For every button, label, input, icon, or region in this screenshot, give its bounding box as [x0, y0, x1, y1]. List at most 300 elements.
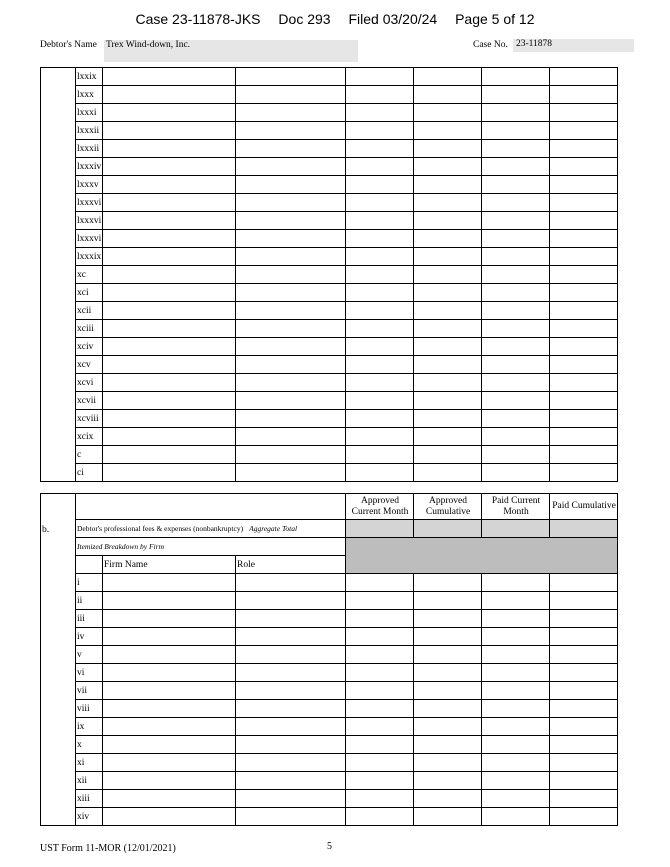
- table-entry-cell[interactable]: [103, 176, 236, 194]
- case-number-field[interactable]: 23-11878: [513, 39, 634, 52]
- table-entry-cell[interactable]: [550, 86, 618, 104]
- table-entry-cell[interactable]: [550, 284, 618, 302]
- table-entry-cell[interactable]: [482, 592, 550, 610]
- table-entry-cell[interactable]: [414, 664, 482, 682]
- table-entry-cell[interactable]: [236, 284, 346, 302]
- table-entry-cell[interactable]: [414, 302, 482, 320]
- table-row: [41, 122, 618, 140]
- table-entry-cell[interactable]: [103, 284, 236, 302]
- table-entry-cell[interactable]: [346, 574, 414, 592]
- table-row: [41, 104, 618, 122]
- table-entry-cell[interactable]: [550, 700, 618, 718]
- table-entry-cell[interactable]: [103, 754, 236, 772]
- table-entry-cell[interactable]: [414, 68, 482, 86]
- table-entry-cell[interactable]: [346, 392, 414, 410]
- table-entry-cell[interactable]: [103, 628, 236, 646]
- table-entry-cell[interactable]: [103, 718, 236, 736]
- table-entry-cell[interactable]: [414, 86, 482, 104]
- table-entry-cell[interactable]: [236, 266, 346, 284]
- debtor-name-field[interactable]: Trex Wind-down, Inc.: [104, 40, 358, 62]
- row-numeral: v: [76, 646, 103, 664]
- table-entry-cell[interactable]: [550, 754, 618, 772]
- table-entry-cell[interactable]: [346, 754, 414, 772]
- table-entry-cell[interactable]: [550, 628, 618, 646]
- itemized-header-row: [41, 538, 618, 556]
- table-entry-cell[interactable]: [236, 392, 346, 410]
- table-entry-cell[interactable]: [103, 682, 236, 700]
- table-entry-cell[interactable]: [346, 374, 414, 392]
- table-entry-cell[interactable]: [482, 86, 550, 104]
- table-entry-cell[interactable]: [414, 736, 482, 754]
- table-entry-cell[interactable]: [414, 610, 482, 628]
- table-entry-cell[interactable]: [482, 104, 550, 122]
- table-entry-cell[interactable]: [414, 592, 482, 610]
- table-entry-cell[interactable]: [103, 266, 236, 284]
- table-entry-cell[interactable]: [414, 392, 482, 410]
- table-entry-cell[interactable]: [482, 574, 550, 592]
- blank-cell: [76, 556, 103, 574]
- table-entry-cell[interactable]: [550, 808, 618, 826]
- table-entry-cell[interactable]: [236, 104, 346, 122]
- table-entry-cell[interactable]: [103, 140, 236, 158]
- table-entry-cell[interactable]: [550, 718, 618, 736]
- table-row: [41, 338, 618, 356]
- table-entry-cell[interactable]: [550, 140, 618, 158]
- form-header: [40, 38, 634, 64]
- table-entry-cell[interactable]: [482, 230, 550, 248]
- table-entry-cell[interactable]: [236, 338, 346, 356]
- row-numeral: xciv: [76, 338, 103, 356]
- table-entry-cell[interactable]: [550, 592, 618, 610]
- table-entry-cell[interactable]: [236, 718, 346, 736]
- row-numeral: xci: [76, 284, 103, 302]
- table-row: [41, 410, 618, 428]
- table-entry-cell[interactable]: [103, 356, 236, 374]
- table-entry-cell[interactable]: [482, 356, 550, 374]
- table-entry-cell[interactable]: [346, 700, 414, 718]
- table-entry-cell[interactable]: [346, 86, 414, 104]
- aggregate-total-field[interactable]: [482, 520, 550, 538]
- table-entry-cell[interactable]: [236, 772, 346, 790]
- table-row: [41, 158, 618, 176]
- table-row: [41, 284, 618, 302]
- table-entry-cell[interactable]: [482, 320, 550, 338]
- table-entry-cell[interactable]: [414, 338, 482, 356]
- table-entry-cell[interactable]: [346, 104, 414, 122]
- table-entry-cell[interactable]: [103, 574, 236, 592]
- table-entry-cell[interactable]: [482, 736, 550, 754]
- table-entry-cell[interactable]: [550, 338, 618, 356]
- aggregate-total-field[interactable]: [550, 520, 618, 538]
- table-entry-cell[interactable]: [346, 428, 414, 446]
- table-row: [41, 194, 618, 212]
- table-entry-cell[interactable]: [550, 428, 618, 446]
- table-entry-cell[interactable]: [550, 158, 618, 176]
- table-entry-cell[interactable]: [103, 592, 236, 610]
- table-entry-cell[interactable]: [414, 320, 482, 338]
- table-entry-cell[interactable]: [482, 122, 550, 140]
- table-row: [41, 808, 618, 826]
- table-row: [41, 392, 618, 410]
- table-row: [41, 628, 618, 646]
- aggregate-total-field[interactable]: [414, 520, 482, 538]
- fees-description-cell: [76, 520, 346, 538]
- table-entry-cell[interactable]: [550, 194, 618, 212]
- table-entry-cell[interactable]: [103, 338, 236, 356]
- court-filing-stamp: [0, 11, 670, 27]
- role-header: Role: [236, 556, 346, 574]
- blank-header-cell: [76, 494, 346, 520]
- table-entry-cell[interactable]: [414, 266, 482, 284]
- table-entry-cell[interactable]: [236, 194, 346, 212]
- table-entry-cell[interactable]: [414, 104, 482, 122]
- table-row: [41, 446, 618, 464]
- table-entry-cell[interactable]: [236, 664, 346, 682]
- table-row: [41, 230, 618, 248]
- table-entry-cell[interactable]: [346, 772, 414, 790]
- debtor-name-label: Debtor's Name: [40, 40, 97, 50]
- table-entry-cell[interactable]: [482, 302, 550, 320]
- table-entry-cell[interactable]: [346, 122, 414, 140]
- aggregate-total-row: [41, 520, 618, 538]
- table-entry-cell[interactable]: [550, 790, 618, 808]
- row-numeral: lxxxii: [76, 140, 103, 158]
- table-entry-cell[interactable]: [482, 194, 550, 212]
- table-entry-cell[interactable]: [482, 428, 550, 446]
- table-entry-cell[interactable]: [103, 410, 236, 428]
- table-entry-cell[interactable]: [346, 646, 414, 664]
- table-entry-cell[interactable]: [482, 392, 550, 410]
- nonbankruptcy-fees-table: [40, 493, 618, 826]
- table-entry-cell[interactable]: [550, 410, 618, 428]
- table-entry-cell[interactable]: [482, 464, 550, 482]
- table-entry-cell[interactable]: [346, 356, 414, 374]
- table-entry-cell[interactable]: [236, 302, 346, 320]
- row-numeral: lxxxv: [76, 176, 103, 194]
- table-entry-cell[interactable]: [103, 302, 236, 320]
- table-row: [41, 248, 618, 266]
- table-entry-cell[interactable]: [103, 104, 236, 122]
- table-entry-cell[interactable]: [236, 700, 346, 718]
- table-row: [41, 772, 618, 790]
- table-entry-cell[interactable]: [103, 68, 236, 86]
- table-entry-cell[interactable]: [550, 356, 618, 374]
- table-entry-cell[interactable]: [236, 446, 346, 464]
- table-entry-cell[interactable]: [236, 86, 346, 104]
- table-entry-cell[interactable]: [414, 176, 482, 194]
- row-numeral: iii: [76, 610, 103, 628]
- table-entry-cell[interactable]: [346, 68, 414, 86]
- table-entry-cell[interactable]: [346, 302, 414, 320]
- row-numeral: xcviii: [76, 410, 103, 428]
- table-row: [41, 86, 618, 104]
- row-numeral: lxxix: [76, 68, 103, 86]
- table-entry-cell[interactable]: [550, 646, 618, 664]
- header-approved-cumulative: Approved Cumulative: [414, 494, 482, 520]
- table-entry-cell[interactable]: [236, 374, 346, 392]
- table-entry-cell[interactable]: [103, 374, 236, 392]
- table-entry-cell[interactable]: [103, 194, 236, 212]
- table-entry-cell[interactable]: [103, 212, 236, 230]
- row-numeral: lxxxvi: [76, 230, 103, 248]
- table-entry-cell[interactable]: [236, 320, 346, 338]
- table-entry-cell[interactable]: [103, 700, 236, 718]
- table-entry-cell[interactable]: [414, 410, 482, 428]
- table-entry-cell[interactable]: [236, 140, 346, 158]
- table-entry-cell[interactable]: [103, 86, 236, 104]
- table-row: [41, 68, 618, 86]
- table-entry-cell[interactable]: [550, 392, 618, 410]
- table-entry-cell[interactable]: [482, 410, 550, 428]
- table-entry-cell[interactable]: [482, 700, 550, 718]
- table-entry-cell[interactable]: [346, 610, 414, 628]
- table-entry-cell[interactable]: [346, 790, 414, 808]
- table-entry-cell[interactable]: [103, 464, 236, 482]
- table-entry-cell[interactable]: [414, 628, 482, 646]
- table-row: [41, 266, 618, 284]
- table-entry-cell[interactable]: [346, 212, 414, 230]
- table-entry-cell[interactable]: [236, 176, 346, 194]
- table-entry-cell[interactable]: [414, 140, 482, 158]
- table-entry-cell[interactable]: [236, 410, 346, 428]
- table-entry-cell[interactable]: [236, 592, 346, 610]
- table-entry-cell[interactable]: [103, 646, 236, 664]
- table-entry-cell[interactable]: [346, 464, 414, 482]
- table-entry-cell[interactable]: [346, 736, 414, 754]
- table-entry-cell[interactable]: [236, 230, 346, 248]
- table-row: [41, 320, 618, 338]
- table-entry-cell[interactable]: [414, 158, 482, 176]
- table-entry-cell[interactable]: [414, 718, 482, 736]
- table-entry-cell[interactable]: [482, 176, 550, 194]
- table-entry-cell[interactable]: [103, 158, 236, 176]
- table-entry-cell[interactable]: [482, 772, 550, 790]
- row-numeral: lxxxi: [76, 104, 103, 122]
- table-entry-cell[interactable]: [103, 664, 236, 682]
- table-entry-cell[interactable]: [482, 158, 550, 176]
- aggregate-total-label: Aggregate Total: [249, 523, 298, 533]
- table-row: [41, 592, 618, 610]
- table-entry-cell[interactable]: [414, 574, 482, 592]
- table-entry-cell[interactable]: [482, 284, 550, 302]
- table-entry-cell[interactable]: [103, 736, 236, 754]
- case-number-label: Case No.: [473, 40, 508, 50]
- table-entry-cell[interactable]: [346, 410, 414, 428]
- table-entry-cell[interactable]: [414, 284, 482, 302]
- header-approved-current-month: Approved Current Month: [346, 494, 414, 520]
- table-entry-cell[interactable]: [550, 574, 618, 592]
- table-entry-cell[interactable]: [103, 428, 236, 446]
- table-entry-cell[interactable]: [414, 122, 482, 140]
- table-entry-cell[interactable]: [103, 610, 236, 628]
- row-numeral: c: [76, 446, 103, 464]
- table-entry-cell[interactable]: [414, 790, 482, 808]
- table-entry-cell[interactable]: [346, 266, 414, 284]
- table-entry-cell[interactable]: [414, 646, 482, 664]
- table-entry-cell[interactable]: [482, 790, 550, 808]
- table-entry-cell[interactable]: [414, 356, 482, 374]
- table-entry-cell[interactable]: [346, 194, 414, 212]
- table-entry-cell[interactable]: [236, 790, 346, 808]
- professional-fees-continued-table: [40, 67, 618, 482]
- table-entry-cell[interactable]: [236, 736, 346, 754]
- table-entry-cell[interactable]: [414, 446, 482, 464]
- table-entry-cell[interactable]: [550, 682, 618, 700]
- table-entry-cell[interactable]: [550, 464, 618, 482]
- row-numeral: lxxx: [76, 86, 103, 104]
- table-entry-cell[interactable]: [346, 446, 414, 464]
- table-entry-cell[interactable]: [482, 628, 550, 646]
- table-entry-cell[interactable]: [414, 212, 482, 230]
- row-numeral: xcvii: [76, 392, 103, 410]
- table-row: [41, 428, 618, 446]
- row-numeral: xi: [76, 754, 103, 772]
- table-entry-cell[interactable]: [346, 140, 414, 158]
- table-entry-cell[interactable]: [346, 284, 414, 302]
- table-entry-cell[interactable]: [482, 212, 550, 230]
- row-numeral: vi: [76, 664, 103, 682]
- firm-name-header: Firm Name: [103, 556, 236, 574]
- table-entry-cell[interactable]: [550, 736, 618, 754]
- form-footer: UST Form 11-MOR (12/01/2021): [40, 843, 176, 854]
- table-entry-cell[interactable]: [414, 464, 482, 482]
- table-entry-cell[interactable]: [550, 664, 618, 682]
- stamp-case: Case 23-11878-JKS: [135, 11, 261, 27]
- table-entry-cell[interactable]: [236, 428, 346, 446]
- row-numeral: xcix: [76, 428, 103, 446]
- table-entry-cell[interactable]: [346, 808, 414, 826]
- table-entry-cell[interactable]: [346, 230, 414, 248]
- table-entry-cell[interactable]: [346, 248, 414, 266]
- table-entry-cell[interactable]: [236, 628, 346, 646]
- table-entry-cell[interactable]: [103, 808, 236, 826]
- table-entry-cell[interactable]: [482, 610, 550, 628]
- row-numeral: ix: [76, 718, 103, 736]
- table-entry-cell[interactable]: [482, 664, 550, 682]
- table-entry-cell[interactable]: [103, 320, 236, 338]
- table-entry-cell[interactable]: [550, 446, 618, 464]
- table-entry-cell[interactable]: [236, 610, 346, 628]
- table-entry-cell[interactable]: [414, 428, 482, 446]
- table-entry-cell[interactable]: [103, 248, 236, 266]
- table-entry-cell[interactable]: [482, 646, 550, 664]
- table-entry-cell[interactable]: [550, 230, 618, 248]
- table-entry-cell[interactable]: [414, 754, 482, 772]
- row-numeral: xcii: [76, 302, 103, 320]
- table-entry-cell[interactable]: [103, 772, 236, 790]
- stamp-filed: Filed 03/20/24: [348, 11, 438, 27]
- table-entry-cell[interactable]: [482, 68, 550, 86]
- table-entry-cell[interactable]: [236, 122, 346, 140]
- itemized-label-cell: [76, 538, 346, 556]
- table-entry-cell[interactable]: [482, 754, 550, 772]
- table-entry-cell[interactable]: [482, 808, 550, 826]
- table-entry-cell[interactable]: [103, 122, 236, 140]
- table-entry-cell[interactable]: [550, 68, 618, 86]
- row-numeral: viii: [76, 700, 103, 718]
- row-numeral: xcv: [76, 356, 103, 374]
- table-entry-cell[interactable]: [550, 266, 618, 284]
- table-entry-cell[interactable]: [550, 320, 618, 338]
- table-entry-cell[interactable]: [346, 628, 414, 646]
- table-entry-cell[interactable]: [236, 464, 346, 482]
- table-entry-cell[interactable]: [346, 320, 414, 338]
- table-entry-cell[interactable]: [550, 104, 618, 122]
- table-entry-cell[interactable]: [482, 338, 550, 356]
- table-row: [41, 700, 618, 718]
- table-entry-cell[interactable]: [482, 140, 550, 158]
- table-entry-cell[interactable]: [550, 374, 618, 392]
- stamp-page: Page 5 of 12: [455, 11, 535, 27]
- table-entry-cell[interactable]: [346, 158, 414, 176]
- table-entry-cell[interactable]: [550, 248, 618, 266]
- header-paid-cumulative: Paid Cumulative: [550, 494, 618, 520]
- table-entry-cell[interactable]: [236, 212, 346, 230]
- table-entry-cell[interactable]: [414, 808, 482, 826]
- table-entry-cell[interactable]: [236, 68, 346, 86]
- table-entry-cell[interactable]: [414, 772, 482, 790]
- aggregate-total-field[interactable]: [346, 520, 414, 538]
- row-numeral: i: [76, 574, 103, 592]
- table-entry-cell[interactable]: [236, 754, 346, 772]
- table-entry-cell[interactable]: [414, 194, 482, 212]
- table-entry-cell[interactable]: [346, 664, 414, 682]
- table-entry-cell[interactable]: [414, 248, 482, 266]
- table-entry-cell[interactable]: [236, 808, 346, 826]
- table-entry-cell[interactable]: [550, 772, 618, 790]
- table-entry-cell[interactable]: [414, 230, 482, 248]
- section-margin-cell: [41, 538, 76, 826]
- table-entry-cell[interactable]: [550, 212, 618, 230]
- table-row: [41, 140, 618, 158]
- table-entry-cell[interactable]: [482, 718, 550, 736]
- table-entry-cell[interactable]: [346, 718, 414, 736]
- table-row: [41, 302, 618, 320]
- page-number: 5: [327, 841, 332, 852]
- table-row: [41, 374, 618, 392]
- table-row: [41, 610, 618, 628]
- table-entry-cell[interactable]: [236, 682, 346, 700]
- table-entry-cell[interactable]: [103, 392, 236, 410]
- table-entry-cell[interactable]: [236, 356, 346, 374]
- table-entry-cell[interactable]: [550, 122, 618, 140]
- itemized-breakdown-label: Itemized Breakdown by Firm: [77, 541, 164, 551]
- table-entry-cell[interactable]: [482, 248, 550, 266]
- table-entry-cell[interactable]: [482, 446, 550, 464]
- table-entry-cell[interactable]: [550, 176, 618, 194]
- table-entry-cell[interactable]: [103, 230, 236, 248]
- table-entry-cell[interactable]: [550, 610, 618, 628]
- table-entry-cell[interactable]: [482, 682, 550, 700]
- row-numeral: lxxxiv: [76, 158, 103, 176]
- table-entry-cell[interactable]: [414, 682, 482, 700]
- table-entry-cell[interactable]: [346, 338, 414, 356]
- table-entry-cell[interactable]: [550, 302, 618, 320]
- table-entry-cell[interactable]: [346, 682, 414, 700]
- table-entry-cell[interactable]: [236, 574, 346, 592]
- table-entry-cell[interactable]: [346, 176, 414, 194]
- table-entry-cell[interactable]: [482, 374, 550, 392]
- table-entry-cell[interactable]: [236, 158, 346, 176]
- table-entry-cell[interactable]: [103, 446, 236, 464]
- table-entry-cell[interactable]: [414, 374, 482, 392]
- table-entry-cell[interactable]: [414, 700, 482, 718]
- table-entry-cell[interactable]: [103, 790, 236, 808]
- table-entry-cell[interactable]: [236, 646, 346, 664]
- table-entry-cell[interactable]: [236, 248, 346, 266]
- table-entry-cell[interactable]: [482, 266, 550, 284]
- table-entry-cell[interactable]: [346, 592, 414, 610]
